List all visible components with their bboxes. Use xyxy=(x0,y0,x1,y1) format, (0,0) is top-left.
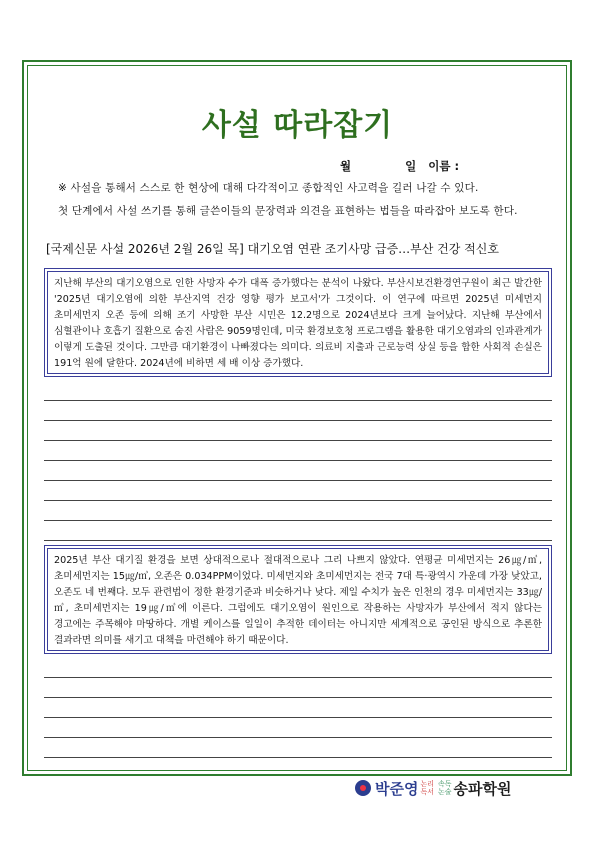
page-title: 사설 따라잡기 xyxy=(201,108,394,143)
writing-line[interactable] xyxy=(44,381,552,401)
writing-line[interactable] xyxy=(44,738,552,758)
writing-line[interactable] xyxy=(44,441,552,461)
logo-academy: 송파학원 xyxy=(453,779,512,798)
logo-subjects-left xyxy=(420,780,434,796)
passage-text-1: 지난해 부산의 대기오염으로 인한 사망자 수가 대폭 증가했다는 분석이 나왔다. 부산시보건환경연구원이 최근 발간한 '2025년 대기오염에 의한 부산지역 건강 영향 평가 보고서'가 그것이다. 이 연구에 따르면 2025년 미세먼지 초미세먼지 오존 등에 의해 조기 사망한 부산 시민은 12.2명으로 2024년보다 크게 늘어났다. 지난해 부산에서 심혈관이나 호흡기 질환으로 숨진 사람은 9059명인데, 미국 환경보호청 프로그램을 활용한 대기오염과의 인과관계가 이렇게 도출된 것이다. 그만큼 대기환경이 나빠졌다는 의미다. 의료비 지출과 근로능력 상실 등을 합한 사회적 손실은 191억 원에 달한다. 2024년에 비하면 세 배 이상 증가했다. xyxy=(47,271,549,374)
writing-line[interactable] xyxy=(44,401,552,421)
editorial-headline: [국제신문 사설 2026년 2월 26일 목] 대기오염 연관 조기사망 급증…부산 건강 적신호 xyxy=(46,242,499,256)
writing-line[interactable] xyxy=(44,501,552,521)
month-label: 월 xyxy=(340,159,352,173)
writing-line[interactable] xyxy=(44,481,552,501)
writing-line[interactable] xyxy=(44,658,552,678)
passage-text-2: 2025년 부산 대기질 환경을 보면 상대적으로나 절대적으로나 그리 나쁘지 않았다. 연평균 미세먼지는 26㎍/㎥, 초미세먼지는 15㎍/㎥, 오존은 0.034PPM이었다. 미세먼지와 초미세먼지는 전국 7대 특·광역시 가운데 가장 낮았고, 오존도 네 번째다. 모두 관련법이 정한 환경기준과 비슷하거나 낮다. 제일 수치가 높은 인천의 경우 미세먼지는 33㎍/㎥, 초미세먼지는 19㎍/㎥에 이른다. 그럼에도 대기오염이 원인으로 작용하는 사망자가 부산에서 적지 않다는 경고에는 주목해야 마땅하다. 개별 케이스를 일일이 추적한 데이터는 아니지만 세계적으로 공인된 방식으로 추론한 결과라면 의미를 새기고 대책을 마련해야 하기 때문이다. xyxy=(47,548,549,651)
writing-line[interactable] xyxy=(44,461,552,481)
logo-subject: 논술 xyxy=(438,788,452,796)
writing-line[interactable] xyxy=(44,678,552,698)
logo-subject: 논리 xyxy=(420,780,435,788)
writing-line[interactable] xyxy=(44,521,552,541)
passage-box-1 xyxy=(44,268,552,377)
writing-line[interactable] xyxy=(44,698,552,718)
writing-line[interactable] xyxy=(44,718,552,738)
name-label: 이름 : xyxy=(428,159,460,173)
writing-lines-1[interactable] xyxy=(44,381,552,541)
date-name-line xyxy=(340,158,459,174)
academy-logo xyxy=(355,776,512,800)
day-label: 일 xyxy=(405,159,417,173)
writing-lines-2[interactable] xyxy=(44,658,552,758)
intro-line-2: 첫 단계에서 사설 쓰기를 통해 글쓴이들의 문장력과 의견을 표현하는 법들을 따라잡아 보도록 한다. xyxy=(58,205,518,217)
logo-subject: 속독 xyxy=(438,780,452,788)
passage-box-2 xyxy=(44,545,552,654)
logo-name: 박준영 xyxy=(375,779,419,798)
logo-subject: 독서 xyxy=(420,788,435,796)
logo-subjects-right xyxy=(438,780,452,796)
logo-emblem-icon xyxy=(355,780,371,796)
writing-line[interactable] xyxy=(44,421,552,441)
intro-line-1: ※ 사설을 통해서 스스로 한 현상에 대해 다각적이고 종합적인 사고력을 길러 나갈 수 있다. xyxy=(58,182,479,194)
